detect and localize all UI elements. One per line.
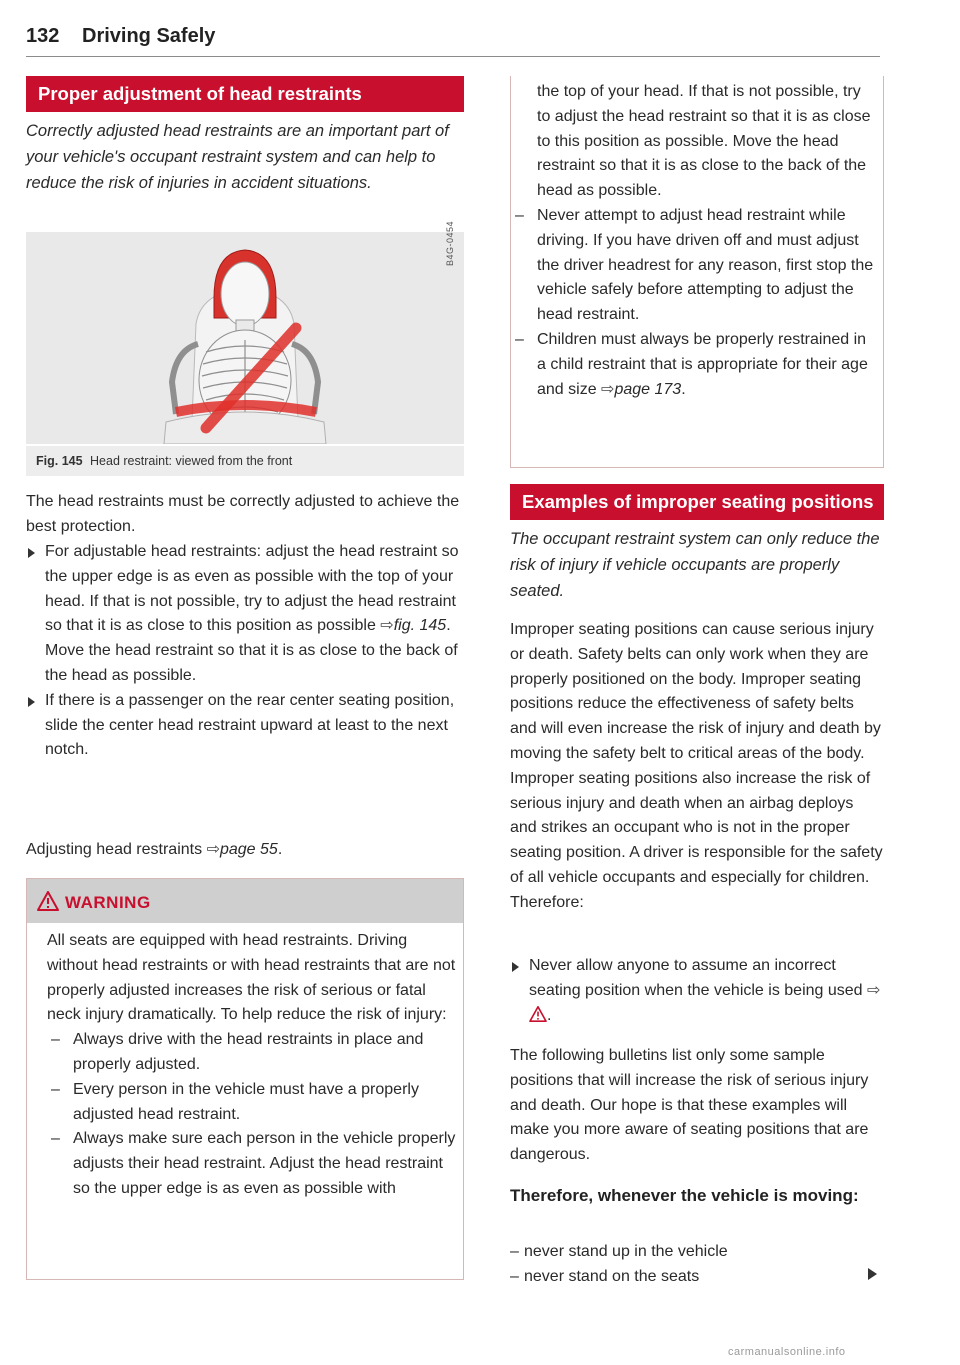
bullet-arrow-icon [28, 548, 35, 558]
intro-text: Correctly adjusted head restraints are an important part of your vehicle's occupant restraint system and can help to reduce the risk of injuries in accident situations. [26, 122, 449, 192]
list-item: – Every person in the vehicle must have a properly adjusted head restraint. [51, 1080, 419, 1123]
figure-caption [26, 446, 464, 476]
section-title: Driving Safely [82, 25, 216, 47]
figure-head-restraint [26, 232, 464, 444]
warning-item-text: Always make sure each person in the vehicle properly adjusts their head restraint. Adjust the head restraint so the upper edge is as even as possible with [73, 1130, 456, 1197]
list-item: – Never attempt to adjust head restraint while driving. If you have driven off and must adjust the driver headrest for any reason, first stop the vehicle safely before attempting to adjust the head restraint. [515, 206, 874, 324]
list-item: – never stand up in the vehicle [510, 1243, 728, 1260]
continue-arrow-icon[interactable] [868, 1268, 877, 1280]
page-number: 132 [26, 25, 60, 47]
figure-label: Fig. 145 [36, 454, 83, 468]
skeleton-illustration [26, 232, 464, 444]
moving-heading: Therefore, whenever the vehicle is moving: [510, 1186, 859, 1205]
bullet-text: For adjustable head restraints: adjust the head restraint so the upper edge is as even as possible with the top of your head. If that is not possible, try to adjust the head restraint so that it is as close to this position as possible [45, 543, 459, 635]
figure-caption-text: Head restraint: viewed from the front [90, 454, 293, 468]
reference-arrow-icon: ⇨ [601, 380, 615, 398]
warning-continuation-text: the top of your head. If that is not possible, try to adjust the head restraint so that it is as close to this position as possible. Move the head restraint so that it is as close to the back of the head as possible. [537, 83, 871, 200]
seating-intro-text: The occupant restraint system can only reduce the risk of injury if vehicle occupants are properly seated. [510, 530, 880, 600]
warning-continuation [515, 80, 877, 402]
adjusting-text: Adjusting head restraints [26, 841, 203, 858]
figure-reference-link[interactable]: fig. 145 [393, 617, 447, 635]
page-reference-link[interactable]: page 173 [614, 380, 682, 398]
list-item-text: never stand up in the vehicle [524, 1243, 728, 1260]
warning-list-cont [511, 204, 877, 402]
list-item: – Children must always be properly restrained in a child restraint that is appropriate for their age and size ⇨page 173. [515, 330, 868, 398]
bullet-text: If there is a passenger on the rear center seating position, slide the center head restraint upward at least to the next notch. [45, 691, 455, 759]
list-item-text: never stand on the seats [524, 1267, 700, 1285]
page-reference-link[interactable]: page 55 [219, 841, 278, 858]
footer-watermark[interactable]: carmanualsonline.info [728, 1346, 846, 1358]
bullet-arrow-icon [28, 697, 35, 707]
moving-list [510, 1240, 883, 1290]
page-header [26, 22, 880, 57]
bullet-arrow-icon [512, 962, 519, 972]
warning-triangle-icon [37, 891, 59, 911]
list-item: – Always drive with the head restraints in place and properly adjusted. [51, 1031, 424, 1073]
paragraph-correct-adjust: The head restraints must be correctly adjusted to achieve the best protection. [26, 493, 460, 535]
list-item [26, 540, 466, 689]
warning-item-text: Always drive with the head restraints in place and properly adjusted. [73, 1031, 424, 1073]
seating-bullets [510, 954, 883, 1028]
warning-text: All seats are equipped with head restraints. Driving without head restraints or with head restraints that are not properly adjusted increases the risk of serious or fatal neck injury dramatically. To help reduce the risk of injury: [47, 932, 456, 1024]
warning-body [47, 929, 457, 1202]
list-item [26, 689, 466, 763]
list-item: – never stand on the seats [510, 1267, 700, 1285]
bullet-text: Never allow anyone to assume an incorrect seating position when the vehicle is being used [529, 957, 863, 999]
paragraph-improper-seating: Improper seating positions can cause serious injury or death. Safety belts can only work when they are properly positioned on the body. Improper seating positions reduce the effectiveness of safety belts and will even increase the risk of injury and death by moving the safety belt to critical areas of the body. Improper seating positions also increase the risk of serious injury and death when an airbag deploys and strikes an occupant who is not in the proper seating position. A driver is responsible for the safety of all vehicle occupants and especially for children. Therefore: [510, 621, 883, 911]
figure-code: B4G-0454 [445, 220, 455, 266]
section-banner-seating-positions: Examples of improper seating positions [510, 484, 884, 520]
warning-list [47, 1028, 457, 1202]
bullet-text-tail: . Move the head restraint so that it is as close to the back of the head as possible. [45, 617, 458, 684]
section-banner-head-restraints: Proper adjustment of head restraints [26, 76, 464, 112]
warning-triangle-icon[interactable] [529, 1006, 547, 1022]
paragraph-sample-positions: The following bulletins list only some sample positions that will increase the risk of serious injury and death. Our hope is that these examples will make you more aware of seating positions that are dangerous. [510, 1047, 869, 1164]
warning-continuation-box [510, 76, 884, 468]
list-item: – Always make sure each person in the vehicle properly adjusts their head restraint. Adjust the head restraint so the upper edge is as even as possible with [51, 1130, 456, 1197]
warning-item-text: Children must always be properly restrained in a child restraint that is appropriate for their age and size [537, 330, 868, 398]
warning-item-text: Never attempt to adjust head restraint while driving. If you have driven off and must adjust the driver headrest for any reason, first stop the vehicle safely before attempting to adjust the head restraint. [537, 206, 874, 324]
warning-box [26, 878, 464, 1280]
reference-arrow-icon: ⇨ [867, 981, 881, 999]
reference-arrow-icon: ⇨ [380, 617, 394, 635]
adjust-bullets [26, 540, 466, 763]
reference-arrow-icon: ⇨ [206, 841, 220, 858]
warning-header [27, 879, 463, 923]
warning-item-text: Every person in the vehicle must have a properly adjusted head restraint. [73, 1080, 419, 1123]
adjusting-reference: Adjusting head restraints ⇨page 55. [26, 841, 283, 858]
warning-title: WARNING [65, 893, 151, 912]
list-item: Never allow anyone to assume an incorrect seating position when the vehicle is being used ⇨. [510, 954, 883, 1028]
